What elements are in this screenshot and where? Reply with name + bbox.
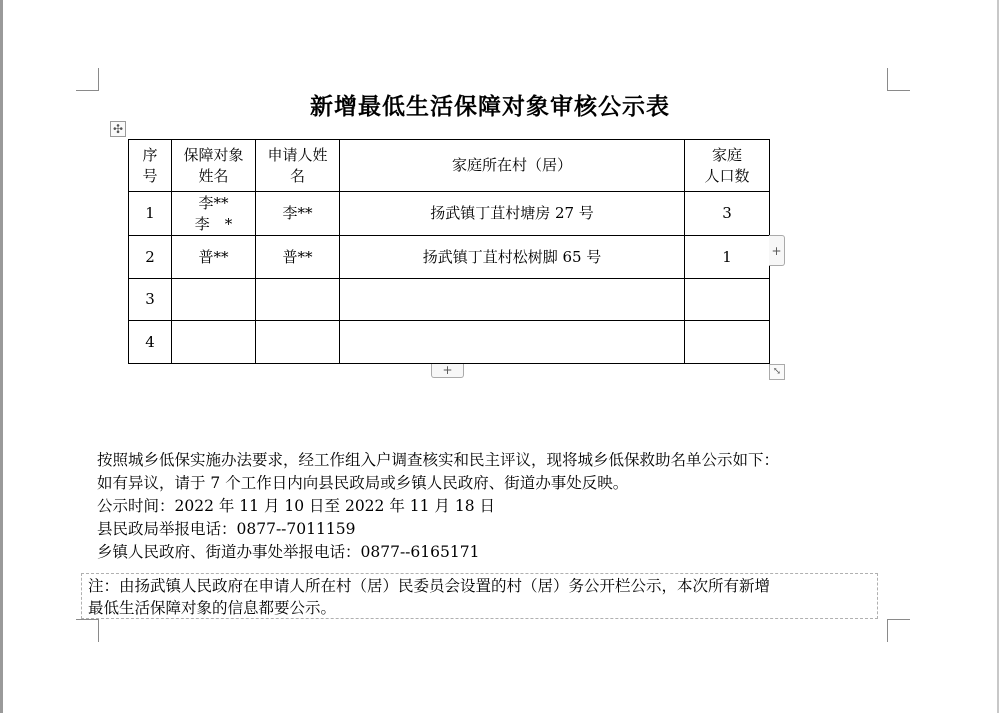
header-family-line2: 人口数 (704, 166, 750, 185)
cell-family-size[interactable] (685, 321, 770, 364)
note-line: 最低生活保障对象的信息都要公示。 (88, 599, 337, 617)
cell-holder-name[interactable] (172, 192, 256, 236)
cell-seq[interactable]: 1 (129, 192, 172, 236)
cell-address[interactable]: 扬武镇丁苴村松树脚 65 号 (340, 236, 685, 279)
table-row (129, 192, 770, 236)
township-hotline: 乡镇人民政府、街道办事处举报电话：0877--6165171 (97, 543, 480, 561)
holder-name-line: 普** (198, 247, 229, 266)
add-column-button[interactable]: + (769, 235, 785, 266)
page-corner-mark-bottom-right (887, 619, 910, 642)
document-title: 新增最低生活保障对象审核公示表 (310, 93, 670, 120)
header-holder-name (172, 140, 256, 192)
table-move-icon[interactable]: ✣ (110, 121, 126, 137)
cell-seq[interactable]: 2 (129, 236, 172, 279)
header-seq-line2: 号 (142, 166, 158, 185)
body-paragraph-line: 按照城乡低保实施办法要求，经工作组入户调查核实和民主评议，现将城乡低保救助名单公示如下： (97, 451, 780, 469)
window-left-edge (0, 0, 3, 713)
header-family-line1: 家庭 (711, 145, 742, 164)
cell-applicant[interactable]: 普** (256, 236, 340, 279)
header-address: 家庭所在村（居） (340, 140, 685, 192)
cell-applicant[interactable] (256, 279, 340, 321)
cell-family-size[interactable]: 3 (685, 192, 770, 236)
table-resize-icon[interactable]: ⤡ (769, 364, 785, 380)
header-family-size (685, 140, 770, 192)
holder-name-line: 李** (198, 193, 229, 212)
page-corner-mark-top-left (76, 68, 99, 91)
body-paragraph-line: 如有异议，请于 7 个工作日内向县民政局或乡镇人民政府、街道办事处反映。 (97, 474, 629, 492)
header-applicant-line2: 名 (289, 166, 305, 185)
table-header-row (129, 140, 770, 192)
cell-family-size[interactable]: 1 (685, 236, 770, 279)
header-holder-line2: 姓名 (198, 166, 229, 185)
header-applicant-name (256, 140, 340, 192)
note-text-frame[interactable] (81, 573, 878, 619)
page-corner-mark-top-right (887, 68, 910, 91)
header-applicant-line1: 申请人姓 (267, 145, 328, 164)
cell-seq[interactable]: 3 (129, 279, 172, 321)
cell-seq[interactable]: 4 (129, 321, 172, 364)
note-line: 注：由扬武镇人民政府在申请人所在村（居）民委员会设置的村（居）务公开栏公示，本次所有新增 (88, 577, 771, 595)
cell-holder-name[interactable] (172, 321, 256, 364)
table-row (129, 279, 770, 321)
add-row-button[interactable]: + (431, 364, 464, 378)
county-hotline: 县民政局举报电话：0877--7011159 (97, 520, 356, 538)
publicity-period: 公示时间：2022 年 11 月 10 日至 2022 年 11 月 18 日 (97, 497, 495, 515)
header-seq-line1: 序 (142, 145, 158, 164)
cell-holder-name[interactable] (172, 236, 256, 279)
cell-holder-name[interactable] (172, 279, 256, 321)
cell-applicant[interactable]: 李** (256, 192, 340, 236)
publicity-table (128, 139, 770, 364)
table-row (129, 321, 770, 364)
cell-applicant[interactable] (256, 321, 340, 364)
header-holder-line1: 保障对象 (183, 145, 244, 164)
header-seq (129, 140, 172, 192)
cell-address[interactable] (340, 279, 685, 321)
page-corner-mark-bottom-left (76, 619, 99, 642)
table-row (129, 236, 770, 279)
cell-address[interactable]: 扬武镇丁苴村塘房 27 号 (340, 192, 685, 236)
cell-family-size[interactable] (685, 279, 770, 321)
holder-name-line: 李 * (194, 214, 233, 233)
cell-address[interactable] (340, 321, 685, 364)
